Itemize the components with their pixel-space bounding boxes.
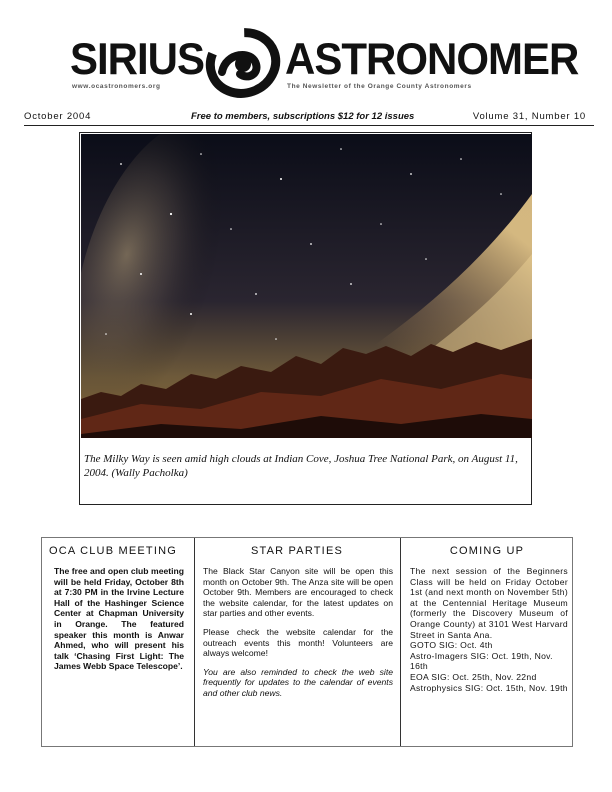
star-parties-paragraph: Please check the website calendar for the outreach events this month! Volunteers are always welcome! bbox=[203, 626, 393, 659]
star-parties-paragraph: The Black Star Canyon site will be open this month on October 9th. The Anza site will be open October 9th. Members are encouraged to check the website calendar, for the latest updates on star parties and other events. bbox=[203, 566, 393, 619]
front-page-summary-box bbox=[41, 537, 573, 747]
sig-schedule-item: EOA SIG: Oct. 25th, Nov. 22nd bbox=[410, 671, 537, 682]
coming-up-intro: The next session of the Beginners Class will be held on Friday October 1st (and next month on November 5th) at the Centennial Heritage Museum (formerly the Discovery Museum of Orange County) at 3101 West Harvard Street in Santa Ana. bbox=[410, 566, 568, 640]
subscription-note: Free to members, subscriptions $12 for 12 issues bbox=[191, 111, 415, 122]
website-url: www.ocastronomers.org bbox=[72, 83, 161, 90]
club-meeting-heading: OCA CLUB MEETING bbox=[49, 545, 177, 557]
sig-schedule-item: Astro-Imagers SIG: Oct. 19th, Nov. 16th bbox=[410, 650, 553, 672]
masthead bbox=[0, 22, 612, 102]
club-meeting-text: The free and open club meeting will be held Friday, October 8th at 7:30 PM in the Irvine Lecture Hall of the Hashinger Science Center at Chapman University in Orange. The featured speaker this month is Anwar Ahmed, who will present his talk ‘Chasing First Light: The James Webb Space Telescope’. bbox=[54, 566, 184, 672]
cover-caption: The Milky Way is seen amid high clouds at Indian Cove, Joshua Tree National Park, on August 11, 2004. (Wally Pacholka) bbox=[84, 453, 518, 479]
cover-photo-frame bbox=[79, 132, 532, 505]
coming-up-heading: COMING UP bbox=[449, 545, 525, 557]
spiral-logo-icon bbox=[204, 22, 282, 100]
volume-number: Volume 31, Number 10 bbox=[472, 111, 586, 122]
newsletter-title-right: ASTRONOMER bbox=[285, 33, 579, 84]
star-parties-column bbox=[194, 538, 399, 746]
newsletter-tagline: The Newsletter of the Orange County Astronomers bbox=[287, 83, 472, 90]
sig-schedule-item: Astrophysics SIG: Oct. 15th, Nov. 19th bbox=[410, 682, 568, 693]
coming-up-column bbox=[400, 538, 573, 746]
club-meeting-column bbox=[42, 538, 192, 746]
star-parties-paragraph: You are also reminded to check the web site frequently for updates to the calendar of events and other club news. bbox=[203, 666, 393, 698]
issue-date: October 2004 bbox=[24, 111, 92, 122]
cover-photo bbox=[81, 134, 532, 438]
star-parties-heading: STAR PARTIES bbox=[250, 545, 344, 557]
header-divider bbox=[24, 125, 594, 126]
issue-bar bbox=[24, 111, 594, 125]
sig-schedule-item: GOTO SIG: Oct. 4th bbox=[410, 640, 493, 651]
newsletter-title-left: SIRIUS bbox=[70, 33, 205, 84]
